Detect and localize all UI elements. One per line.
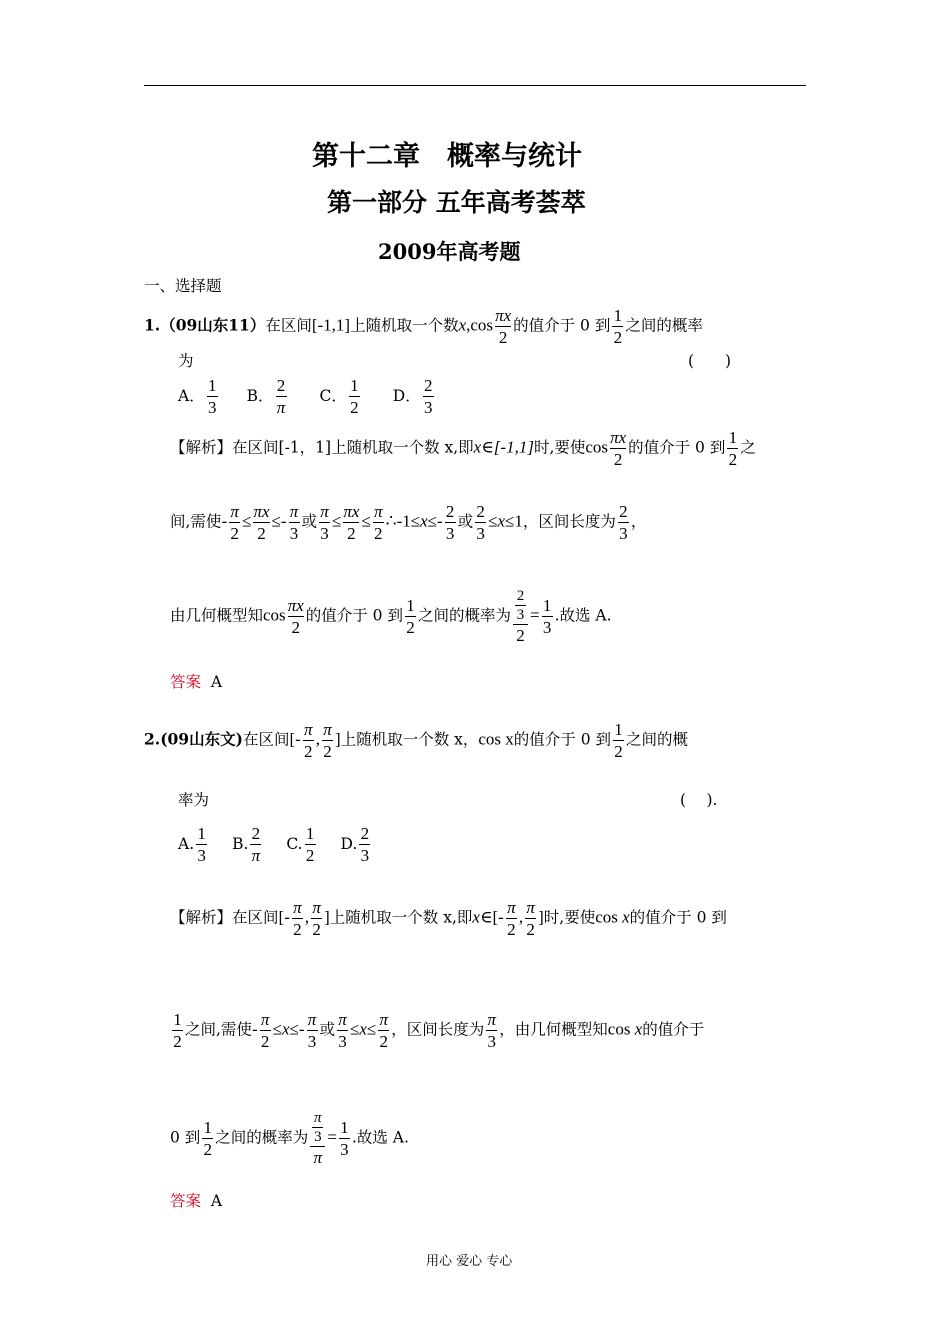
q1-option-d: D． $\frac{2}{3}$ <box>392 376 433 417</box>
year-title: 2009年高考题 <box>378 239 521 264</box>
q1-interval: [-1,1] <box>311 315 351 335</box>
answer-label: 答案 <box>170 1192 202 1210</box>
q1-text: 在区间 <box>265 316 312 335</box>
q2-option-c: C. $\frac{1}{2}$ <box>286 824 315 865</box>
q1-option-c: C． $\frac{1}{2}$ <box>319 376 359 417</box>
q1-analysis-line2: 间,需使- $\frac{\pi}{2}$ ≤ $\frac{\pi x}{2}$ ≤- $\frac{\pi}{3}$ 或 $\frac{\pi}{3}$ ≤ $\frac{\pi x}{2}$ ≤ $\frac{\pi}{2}$ ∴-1≤x≤- $\frac{2}{3}$ 或 $\frac{2}{3}$ ≤x≤1，区间长度为 $\frac{2}{3}$ ， <box>170 502 647 543</box>
q1-var: x <box>458 315 467 335</box>
q2-option-a: A. $\frac{1}{3}$ <box>178 824 206 865</box>
q2-option-b: B. $\frac{2}{\pi}$ <box>232 824 261 865</box>
q2-blank: ( ). <box>680 791 718 809</box>
q1-option-a: A． $\frac{1}{3}$ <box>178 376 217 417</box>
q2-analysis-line3: 0 到 $\frac{1}{2}$ 之间的概率为 $\frac{\frac{\pi}{3}}{\pi}$ = $\frac{1}{3}$ .故选 A. <box>170 1110 409 1167</box>
q2-source: (09山东文) <box>160 729 243 749</box>
q2-analysis-line1: 【解析】在区间[- $\frac{\pi}{2}$ , $\frac{\pi}{2}$ ]上随机取一个数 x,即x∈[- $\frac{\pi}{2}$ , $\frac{\pi}{2}$ ]时,要使cos x的值介于 0 到 <box>170 898 727 939</box>
q1-number: 1. <box>144 315 161 335</box>
q1-options <box>178 376 436 417</box>
header-rule <box>144 85 806 86</box>
q2-option-d: D. $\frac{2}{3}$ <box>340 824 370 865</box>
q1-comma: , <box>466 315 471 335</box>
answer-label: 答案 <box>170 673 202 691</box>
q2-stem: 2.(09山东文)在区间[- $\frac{\pi}{2}$ , $\frac{\pi}{2}$ ]上随机取一个数 x，cos x的值介于 0 到 $\frac{1}{2}$ 之间的概 <box>144 720 689 761</box>
q2-stem-cont: 率为 <box>178 791 210 809</box>
q1-option-b: B． $\frac{2}{\pi}$ <box>246 376 286 417</box>
answer-value: A <box>210 673 223 691</box>
q1-text: 上随机取一个数 <box>350 316 459 335</box>
q1-analysis-line1: 【解析】在区间[-1，1]上随机取一个数 x,即x∈[-1,1]时,要使cos $\frac{\pi x}{2}$ 的值介于 0 到 $\frac{1}{2}$ 之 <box>170 428 756 469</box>
q1-text: 的值介于 0 到 <box>513 316 611 335</box>
q1-stem-cont: 为 <box>178 352 194 370</box>
q1-answer <box>170 672 222 692</box>
analysis-tag: 【解析】 <box>170 908 233 927</box>
q1-blank: ( ) <box>688 352 732 370</box>
answer-value: A <box>210 1192 223 1210</box>
q2-answer <box>170 1191 222 1211</box>
q2-analysis-line2: $\frac{1}{2}$ 之间,需使- $\frac{\pi}{2}$ ≤x≤- $\frac{\pi}{3}$ 或 $\frac{\pi}{3}$ ≤x≤ $\frac{\pi}{2}$ ，区间长度为 $\frac{\pi}{3}$ ，由几何概型知cos x的值介于 <box>173 1010 705 1051</box>
analysis-tag: 【解析】 <box>170 438 233 457</box>
q1-stem <box>144 306 703 347</box>
q1-source: （09山东11） <box>160 315 266 335</box>
q1-cos: cos <box>470 315 494 335</box>
page-footer: 用心 爱心 专心 <box>426 1254 513 1269</box>
q1-fraction: $\frac{1}{2}$ <box>613 306 623 347</box>
q1-fraction: $\frac{\pi x}{2}$ <box>495 306 512 347</box>
q1-analysis-line3: 由几何概型知cos $\frac{\pi x}{2}$ 的值介于 0 到 $\frac{1}{2}$ 之间的概率为 $\frac{\frac{2}{3}}{2}$ = $\frac{1}{3}$ .故选 A. <box>170 588 612 645</box>
part-title: 第一部分 五年高考荟萃 <box>327 188 586 217</box>
chapter-title: 第十二章 概率与统计 <box>312 141 582 172</box>
q2-options <box>178 824 372 865</box>
q2-number: 2. <box>144 729 161 749</box>
q1-text: 之间的概率 <box>625 316 703 335</box>
section-heading: 一、选择题 <box>144 277 222 295</box>
